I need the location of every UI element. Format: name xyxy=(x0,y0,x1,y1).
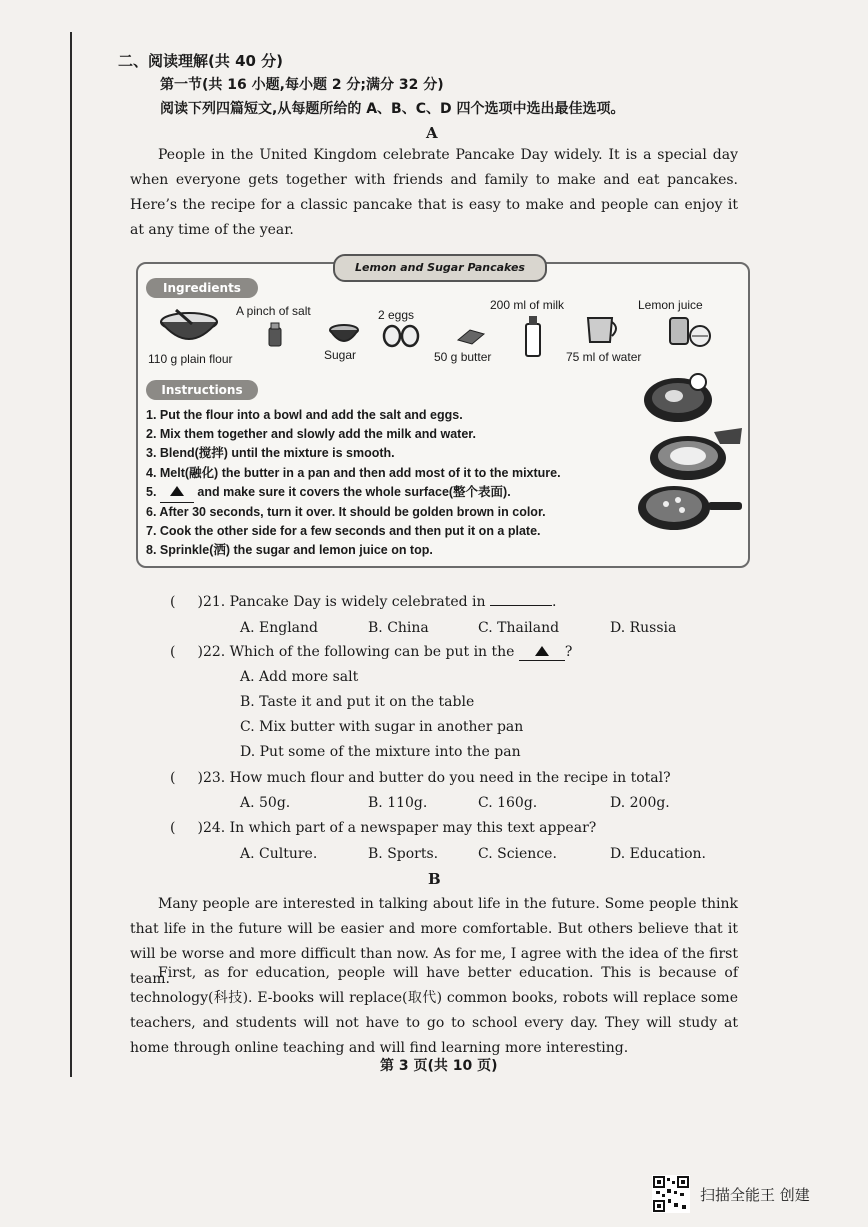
step-1: 1. Put the flour into a bowl and add the salt and eggs. xyxy=(146,408,463,422)
recipe-title: Lemon and Sugar Pancakes xyxy=(333,254,547,282)
step-5 xyxy=(146,483,636,503)
answer-blank xyxy=(519,644,565,661)
qr-code-icon xyxy=(652,1175,690,1213)
passage-b-p2-text: First, as for education, people will have better education. This is because of technology(科技). E-books will replace(取代) common books, robots will replace some teachers, and students will not have to go to school every day. They will study at home through online teaching and will find learning more interesting. xyxy=(130,965,738,1056)
option-22c[interactable]: C. Mix butter with sugar in another pan xyxy=(240,719,524,735)
eggs-icon xyxy=(382,324,422,348)
option-21d[interactable]: D. Russia xyxy=(610,620,677,636)
step-4: 4. Melt(融化) the butter in a pan and then add most of it to the mixture. xyxy=(146,465,561,480)
watermark-text: 扫描全能王 创建 xyxy=(700,1186,810,1204)
question-stem: How much flour and butter do you need in the recipe in total? xyxy=(229,770,671,786)
scanner-watermark xyxy=(652,1175,852,1215)
option-22b[interactable]: B. Taste it and put it on the table xyxy=(240,694,475,710)
ingredient-butter: 50 g butter xyxy=(434,350,492,364)
step-3: 3. Blend(搅拌) until the mixture is smooth. xyxy=(146,446,395,461)
answer-bracket-close: ) xyxy=(197,594,203,610)
answer-bracket-close: ) xyxy=(197,770,203,786)
ingredient-milk: 200 ml of milk xyxy=(490,298,565,312)
passage-a-body: People in the United Kingdom celebrate Pancake Day widely. It is a special day when everyone gets together with friends and family to make and eat pancakes. Here’s the recipe for a classic pancake that is easy to make and people can enjoy it at any time of the year. xyxy=(130,147,738,238)
triangle-icon xyxy=(535,646,549,656)
option-23b[interactable]: B. 110g. xyxy=(368,795,428,811)
section-heading: 二、阅读理解(共 40 分) xyxy=(118,52,284,70)
option-24a[interactable]: A. Culture. xyxy=(240,846,318,862)
step-7: 7. Cook the other side for a few seconds and then put it on a plate. xyxy=(146,524,541,539)
ingredient-lemon: Lemon juice xyxy=(638,298,703,312)
question-number: 23. xyxy=(202,770,226,786)
passage-a-letter: A xyxy=(426,124,438,142)
ingredient-eggs: 2 eggs xyxy=(378,308,415,322)
answer-bracket: ( xyxy=(170,820,176,836)
step-5-blank xyxy=(160,483,194,503)
instruction-text: 阅读下列四篇短文,从每题所给的 A、B、C、D 四个选项中选出最佳选项。 xyxy=(160,101,625,117)
step-2: 2. Mix them together and slowly add the milk and water. xyxy=(146,427,476,442)
salt-shaker-icon xyxy=(266,322,284,348)
option-23d[interactable]: D. 200g. xyxy=(610,795,670,811)
lemon-juice-icon xyxy=(668,314,714,348)
option-22a[interactable]: A. Add more salt xyxy=(240,669,359,685)
option-21c[interactable]: C. Thailand xyxy=(478,620,560,636)
question-tail: ? xyxy=(564,644,573,660)
triangle-icon xyxy=(170,486,184,496)
question-tail: . xyxy=(551,594,557,610)
pan-melting-butter-icon xyxy=(638,372,738,428)
instruction-steps xyxy=(146,406,636,561)
answer-blank xyxy=(490,605,552,606)
ingredient-water: 75 ml of water xyxy=(566,350,642,364)
option-23a[interactable]: A. 50g. xyxy=(240,795,291,811)
ingredients-label: Ingredients xyxy=(146,278,258,298)
answer-bracket-close: ) xyxy=(197,820,203,836)
passage-b-paragraph-2 xyxy=(130,961,738,1061)
answer-bracket: ( xyxy=(170,594,176,610)
passage-b-letter: B xyxy=(428,870,441,888)
step-8: 8. Sprinkle(洒) the sugar and lemon juice on top. xyxy=(146,543,433,558)
question-21 xyxy=(170,594,556,610)
part-heading: 第一节(共 16 小题,每小题 2 分;满分 32 分) xyxy=(160,77,444,93)
question-number: 22. xyxy=(202,644,226,660)
flour-bowl-icon xyxy=(158,308,220,348)
ingredient-flour: 110 g plain flour xyxy=(148,352,233,366)
option-21b[interactable]: B. China xyxy=(368,620,429,636)
question-24 xyxy=(170,820,596,836)
option-23c[interactable]: C. 160g. xyxy=(478,795,538,811)
question-stem: Which of the following can be put in the xyxy=(229,644,515,660)
question-number: 24. xyxy=(202,820,226,836)
passage-a-text xyxy=(130,143,738,243)
question-number: 21. xyxy=(202,594,226,610)
recipe-card xyxy=(136,262,750,568)
step-5-number: 5. xyxy=(146,484,157,499)
page-number-footer: 第 3 页(共 10 页) xyxy=(380,1058,498,1074)
option-24d[interactable]: D. Education. xyxy=(610,846,707,862)
butter-icon xyxy=(456,326,486,346)
pan-pouring-batter-icon xyxy=(644,426,748,484)
ingredient-salt: A pinch of salt xyxy=(236,304,311,318)
question-stem: Pancake Day is widely celebrated in xyxy=(229,594,486,610)
milk-bottle-icon xyxy=(522,314,544,358)
passage-b-p1-text: Many people are interested in talking about life in the future. Some people think that life in the future will be easier and more comfortable. But others believe that it will be worse and more difficult than now. As for me, I agree with the idea of the first team. xyxy=(130,896,738,987)
option-22d[interactable]: D. Put some of the mixture into the pan xyxy=(240,744,521,760)
question-22 xyxy=(170,644,572,661)
sugar-bowl-icon xyxy=(328,322,360,346)
answer-bracket: ( xyxy=(170,644,176,660)
question-stem: In which part of a newspaper may this text appear? xyxy=(229,820,597,836)
ingredient-sugar: Sugar xyxy=(324,348,357,362)
step-6: 6. After 30 seconds, turn it over. It should be golden brown in color. xyxy=(146,505,546,520)
option-21a[interactable]: A. England xyxy=(240,620,319,636)
step-5-text: and make sure it covers the whole surface(整个表面). xyxy=(197,484,511,499)
instructions-label: Instructions xyxy=(146,380,258,400)
water-pitcher-icon xyxy=(582,312,622,346)
option-24c[interactable]: C. Science. xyxy=(478,846,557,862)
answer-bracket: ( xyxy=(170,770,176,786)
binding-margin-line xyxy=(70,32,72,1077)
answer-bracket-close: ) xyxy=(197,644,203,660)
option-24b[interactable]: B. Sports. xyxy=(368,846,439,862)
pan-cooking-pancake-icon xyxy=(632,478,744,536)
question-23 xyxy=(170,770,671,786)
